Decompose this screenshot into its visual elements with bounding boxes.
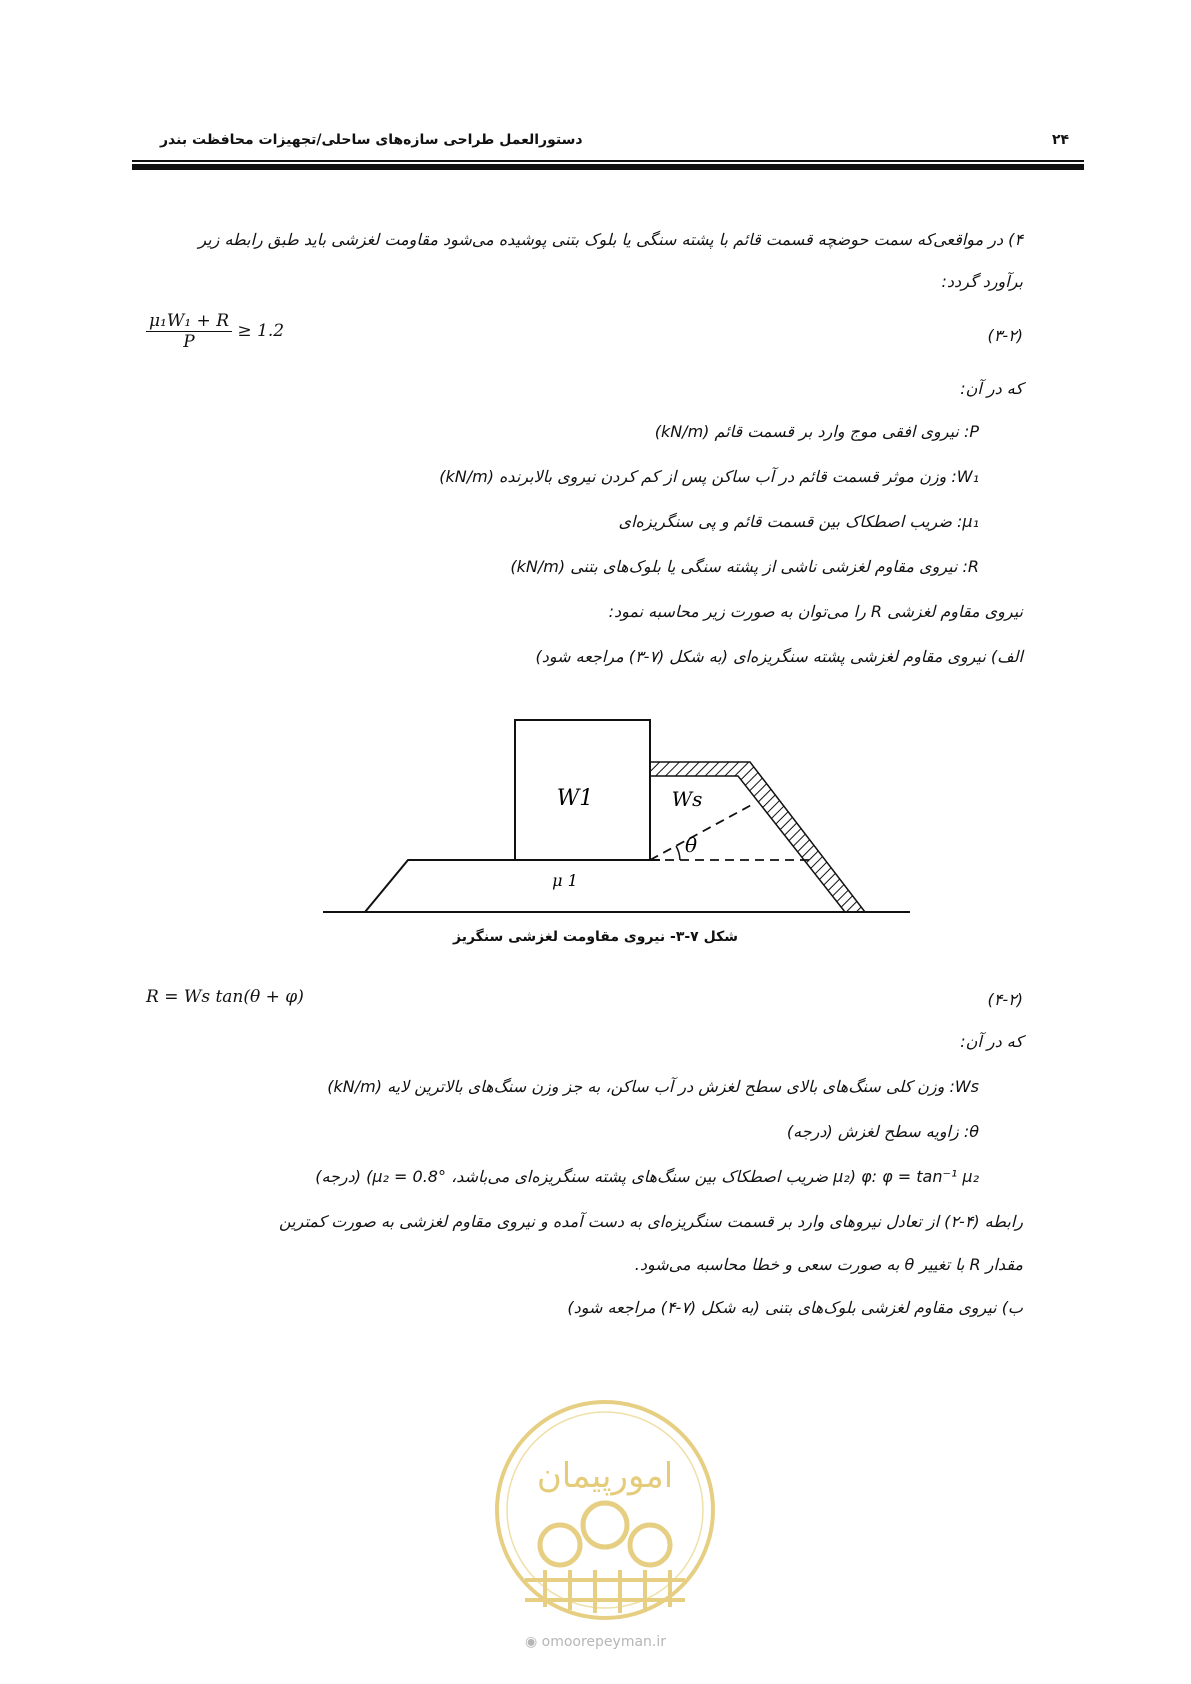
equation-number-4-2: (۴-۲) xyxy=(987,990,1023,1009)
intro-line-1: ۴) در مواقعی‌که سمت حوضچه قسمت قائم با پشته سنگی یا بلوک بتنی پوشیده می‌شود مقاومت لغزشی باید طبق رابطه زیر xyxy=(198,230,1023,249)
theta-arc xyxy=(676,846,680,860)
r-calc-text: نیروی مقاوم لغزشی R را می‌توان به صورت زیر محاسبه نمود: xyxy=(608,602,1023,621)
watermark-site xyxy=(0,1634,1191,1650)
def-p: P: نیروی افقی موج وارد بر قسمت قائم (kN/m) xyxy=(654,422,979,441)
equation-number-3-2: (۳-۲) xyxy=(987,326,1023,345)
item-b: ب) نیروی مقاوم لغزشی بلوک‌های بتنی (به شکل (۷-۴) مراجعه شود) xyxy=(567,1298,1023,1317)
watermark-logo-text: امورپیمان xyxy=(536,1456,674,1496)
figure-rubble-mound-diagram xyxy=(315,710,915,920)
ws-label: Ws xyxy=(671,787,703,811)
def-ws: Ws: وزن کلی سنگ‌های بالای سطح لغزش در آب ساکن، به جز وزن سنگ‌های بالاترین لایه (kN/m) xyxy=(327,1077,979,1096)
equation-4-2: R = Ws tan(θ + φ) xyxy=(146,987,304,1007)
header-rule-thick xyxy=(132,164,1084,170)
relation-line-1: رابطه (۴-۲) از تعادل نیروهای وارد بر قسمت سنگریزه‌ای به دست آمده و نیروی مقاوم لغزشی به صورت کمترین xyxy=(278,1212,1023,1231)
w1-label: W1 xyxy=(556,786,594,811)
def-mu1: μ₁: ضریب اصطکاک بین قسمت قائم و پی سنگریزه‌ای xyxy=(618,512,979,531)
equation-fraction xyxy=(146,311,232,352)
equation-denominator: P xyxy=(183,332,195,352)
watermark-gears-icon xyxy=(540,1503,670,1565)
where-label-1: که در آن: xyxy=(960,379,1023,398)
watermark-circle xyxy=(497,1402,713,1618)
mu1-label: μ 1 xyxy=(552,871,578,890)
def-w1: W₁: وزن موثر قسمت قائم در آب ساکن پس از کم کردن نیروی بالابرنده (kN/m) xyxy=(439,467,979,486)
equation-numerator: μ₁W₁ + R xyxy=(146,311,232,332)
theta-label: θ xyxy=(684,833,698,857)
relation-line-2: مقدار R با تغییر θ به صورت سعی و خطا محاسبه می‌شود. xyxy=(634,1255,1023,1274)
def-phi: φ: φ = tan⁻¹ μ₂ (μ₂ ضریب اصطکاک بین سنگ‌های پشته سنگریزه‌ای می‌باشد، μ₂ = 0.8°) (درجه) xyxy=(315,1167,979,1186)
document-title: دستورالعمل طراحی سازه‌های ساحلی/تجهیزات محافظت بندر xyxy=(160,132,583,148)
where-label-2: که در آن: xyxy=(960,1032,1023,1051)
page-number: ۲۴ xyxy=(1052,132,1070,148)
figure-caption: شکل ۷-۳- نیروی مقاومت لغزشی سنگریز xyxy=(453,929,738,945)
watermark-site-text: omoorepeyman.ir xyxy=(541,1634,667,1650)
watermark-logo xyxy=(490,1395,720,1625)
sliding-plane-line xyxy=(650,803,755,860)
item-a: الف) نیروی مقاوم لغزشی پشته سنگریزه‌ای (به شکل (۷-۳) مراجعه شود) xyxy=(535,647,1023,666)
rubble-cover-layer xyxy=(650,762,865,912)
intro-line-2: برآورد گردد: xyxy=(941,272,1023,291)
def-theta: θ: زاویه سطح لغزش (درجه) xyxy=(786,1122,979,1141)
def-r: R: نیروی مقاوم لغزشی ناشی از پشته سنگی یا بلوک‌های بتنی (kN/m) xyxy=(510,557,979,576)
header-rule-thin xyxy=(132,160,1084,162)
equation-3-2 xyxy=(146,311,284,352)
foundation-outline xyxy=(365,860,660,912)
watermark-grid-icon xyxy=(525,1570,685,1613)
equation-rhs: ≥ 1.2 xyxy=(237,321,285,341)
globe-icon: ◉ xyxy=(524,1634,542,1650)
